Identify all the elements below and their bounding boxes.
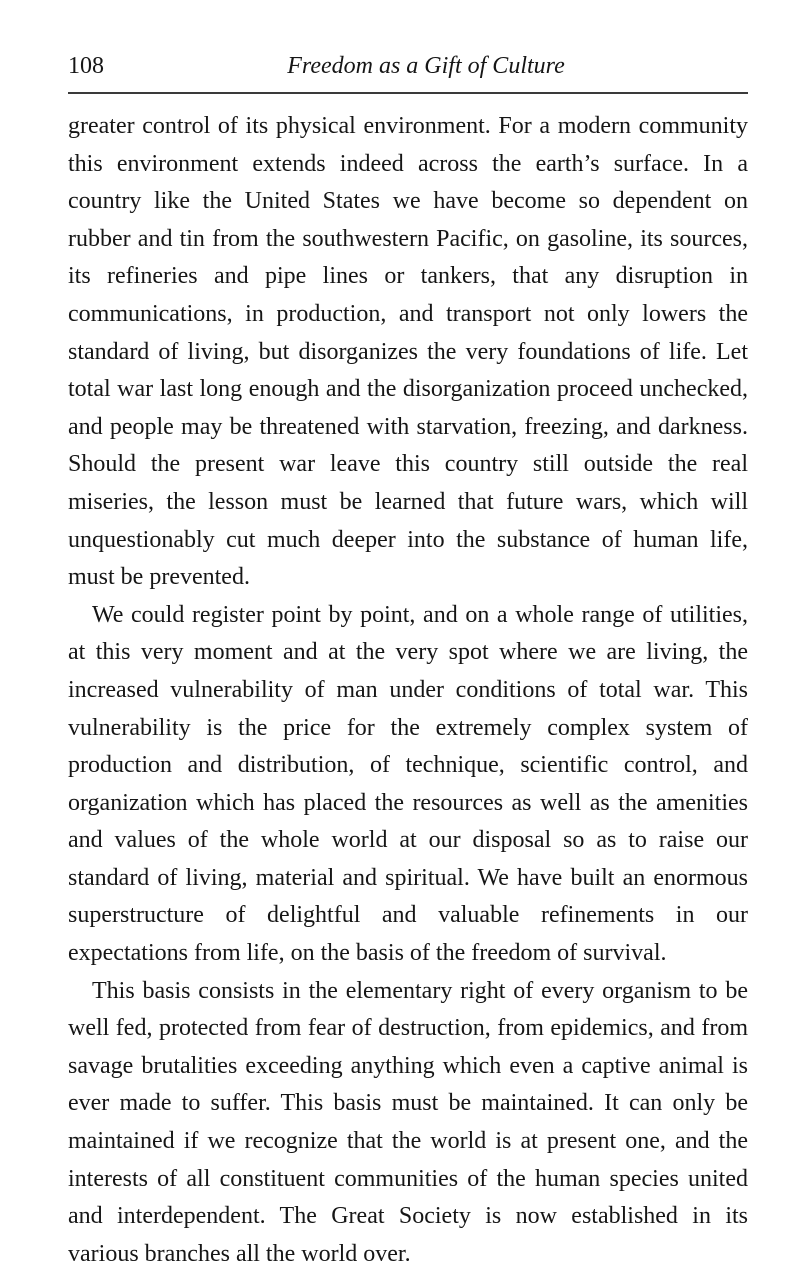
- running-head: [68, 46, 748, 86]
- paragraph-1: greater control of its physical environment. For a modern community this environment extends indeed across the earth’s surface. In a country like the United States we have become so dependent on rubber and tin from the southwestern Pacific, on gasoline, its sources, its refineries and pipe lines or tankers, that any disruption in communications, in production, and transport not only lowers the standard of living, but disorganizes the very foundations of life. Let total war last long enough and the disorganization proceed unchecked, and people may be threatened with starvation, freezing, and darkness. Should the present war leave this country still outside the real miseries, the lesson must be learned that future wars, which will unquestionably cut much deeper into the substance of human life, must be prevented.: [68, 113, 748, 591]
- paragraph-2: We could register point by point, and on a whole range of utilities, at this very moment and at the very spot where we are living, the increased vulnerability of man under conditions of total war. This vulnerability is the price for the extremely complex system of production and distribution, of technique, scientific control, and organization which has placed the resources as well as the amenities and values of the whole world at our disposal so as to raise our standard of living, material and spiritual. We have built an enormous superstructure of delightful and valuable refinements in our expectations from life, on the basis of the freedom of survival.: [68, 601, 748, 967]
- book-page: [68, 46, 748, 1273]
- page-number: 108: [68, 53, 104, 79]
- paragraph-3: This basis consists in the elementary right of every organism to be well fed, protected from fear of destruction, from epidemics, and from savage brutalities exceeding anything which even a captive animal is ever made to suffer. This basis must be maintained. It can only be maintained if we recognize that the world is at present one, and the interests of all constituent communities of the human species united and interdependent. The Great Society is now established in its various branches all the world over.: [68, 977, 748, 1267]
- body-text: [68, 108, 748, 1273]
- header-rule: [68, 92, 748, 94]
- running-title: Freedom as a Gift of Culture: [287, 53, 565, 79]
